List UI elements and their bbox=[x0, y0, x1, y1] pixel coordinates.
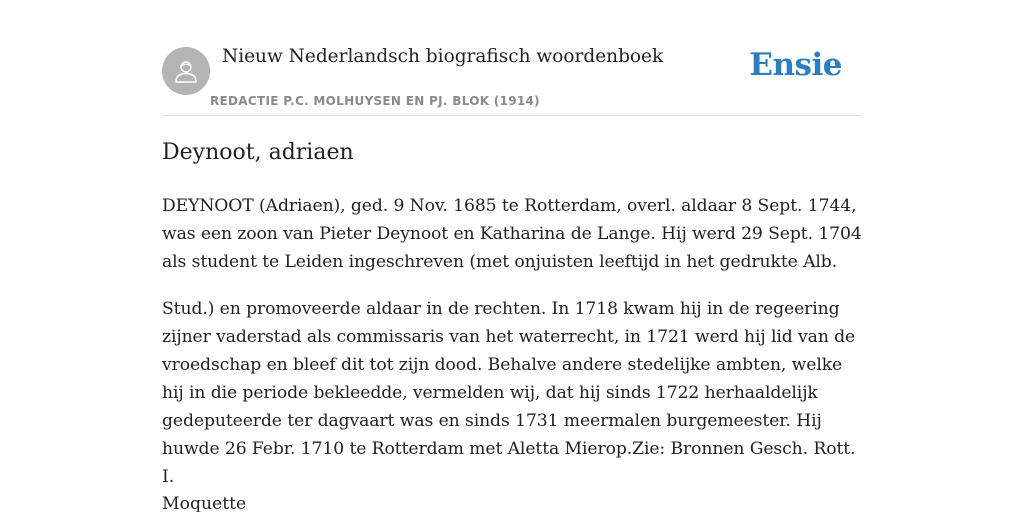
entry-paragraph-1: DEYNOOT (Adriaen), ged. 9 Nov. 1685 te Rotterdam, overl. aldaar 8 Sept. 1744, was een zoon van Pieter Deynoot en Katharina de Lange. Hij werd 29 Sept. 1704 als student te Leiden ingeschreven (met onjuisten leeftijd in het gedrukte Alb. bbox=[162, 196, 862, 272]
ensie-logo[interactable]: Ensie bbox=[749, 47, 842, 83]
entry-paragraph-2: Stud.) en promoveerde aldaar in de rechten. In 1718 kwam hij in de regeering zijner vaderstad als commissaris van het waterrecht, in 1721 werd hij lid van de vroedschap en bleef dit tot zijn dood. Behalve andere stedelijke ambten, welke hij in die periode bekleedde, vermelden wij, dat hij sinds 1722 herhaaldelijk gedeputeerde ter dagvaart was en sinds 1731 meermalen burgemeester. Hij huwde 26 Febr. 1710 te Rotterdam met Aletta Mierop.Zie: Bronnen Gesch. Rott. I. bbox=[162, 299, 856, 487]
entry-title: Deynoot, adriaen bbox=[162, 140, 354, 165]
page bbox=[162, 0, 862, 512]
entry-author: Moquette bbox=[162, 494, 247, 512]
source-header bbox=[162, 0, 862, 116]
author-avatar[interactable] bbox=[162, 47, 210, 95]
source-byline: REDACTIE P.C. MOLHUYSEN EN PJ. BLOK (1914) bbox=[210, 94, 540, 108]
user-icon bbox=[173, 58, 199, 84]
source-title[interactable]: Nieuw Nederlandsch biografisch woordenboek bbox=[222, 46, 664, 67]
